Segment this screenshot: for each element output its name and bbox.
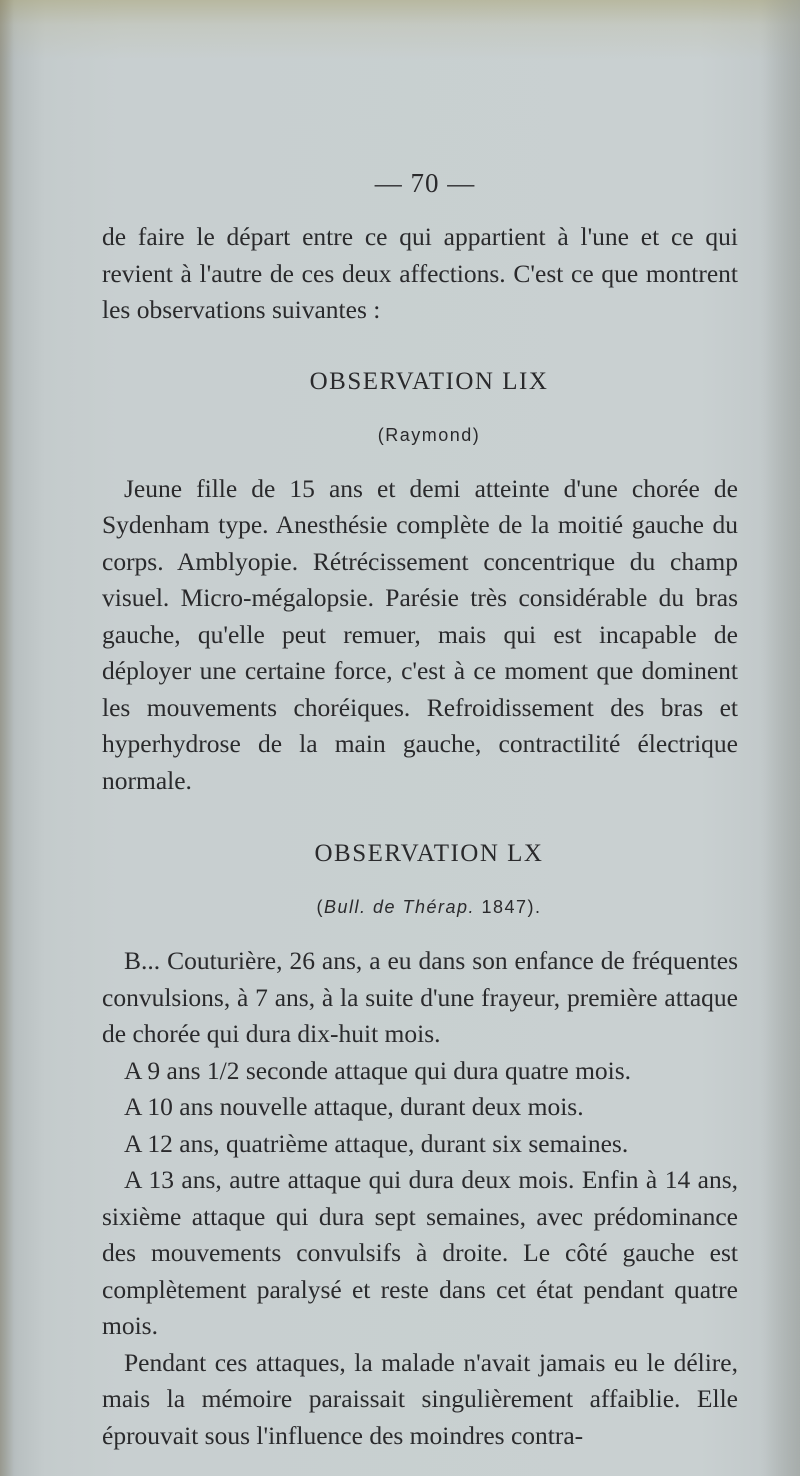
page-left-edge-shadow (0, 0, 14, 1476)
observation-lx-paragraph: A 12 ans, quatrième attaque, durant six semaines. (124, 1128, 629, 1158)
page-right-edge-shadow (760, 0, 800, 1476)
observation-lix-source: (Raymond) (377, 424, 481, 445)
observation-lx-paragraph: B... Couturière, 26 ans, a eu dans son enfance de fréquentes convulsions, à 7 ans, à la suite d'une frayeur, première attaque de chorée qui dura dix-huit mois. (102, 946, 738, 1048)
page-top-edge-stain (0, 0, 800, 60)
observation-lix-title: OBSERVATION LIX (309, 367, 549, 395)
page-number: — 70 — (374, 168, 476, 198)
observation-lx-source (102, 895, 738, 919)
observation-lx-paragraph: A 9 ans 1/2 seconde attaque qui dura quatre mois. (124, 1055, 632, 1085)
observation-lx-source-year: 1847). (475, 897, 542, 917)
observation-lx-paragraph: A 13 ans, autre attaque qui dura deux mois. Enfin à 14 ans, sixième attaque qui dura sept semaines, avec prédominance des mouvements convulsifs à droite. Le côté gauche est complètement paralysé et reste dans cet état pendant quatre mois. (102, 1165, 738, 1340)
observation-lix-body: Jeune fille de 15 ans et demi atteinte d'une chorée de Sydenham type. Anesthésie complète de la moitié gauche du corps. Amblyopie. Rétrécissement concentrique du champ visuel. Micro-mégalopsie. Parésie très considérable du bras gauche, qu'elle peut remuer, mais qui est incapable de déployer une certaine force, c'est à ce moment que dominent les mouvements choréiques. Refroidissement des bras et hyperhydrose de la main gauche, contractilité électrique normale. (102, 473, 738, 795)
observation-lx-source-open: ( (316, 897, 324, 917)
observation-lx-source-journal: Bull. de Thérap. (323, 897, 476, 917)
observation-lx-paragraph: A 10 ans nouvelle attaque, durant deux mois. (124, 1092, 584, 1121)
observation-lx-title: OBSERVATION LX (314, 840, 544, 867)
text-block (102, 168, 738, 1454)
intro-paragraph: de faire le départ entre ce qui appartient à l'une et ce qui revient à l'autre de ces deux affections. C'est ce que montrent les observations suivantes : (102, 222, 738, 324)
observation-lx-paragraph: Pendant ces attaques, la malade n'avait jamais eu le délire, mais la mémoire paraissait singulièrement affaiblie. Elle éprouvait sous l'influence des moindres contra- (102, 1347, 738, 1450)
